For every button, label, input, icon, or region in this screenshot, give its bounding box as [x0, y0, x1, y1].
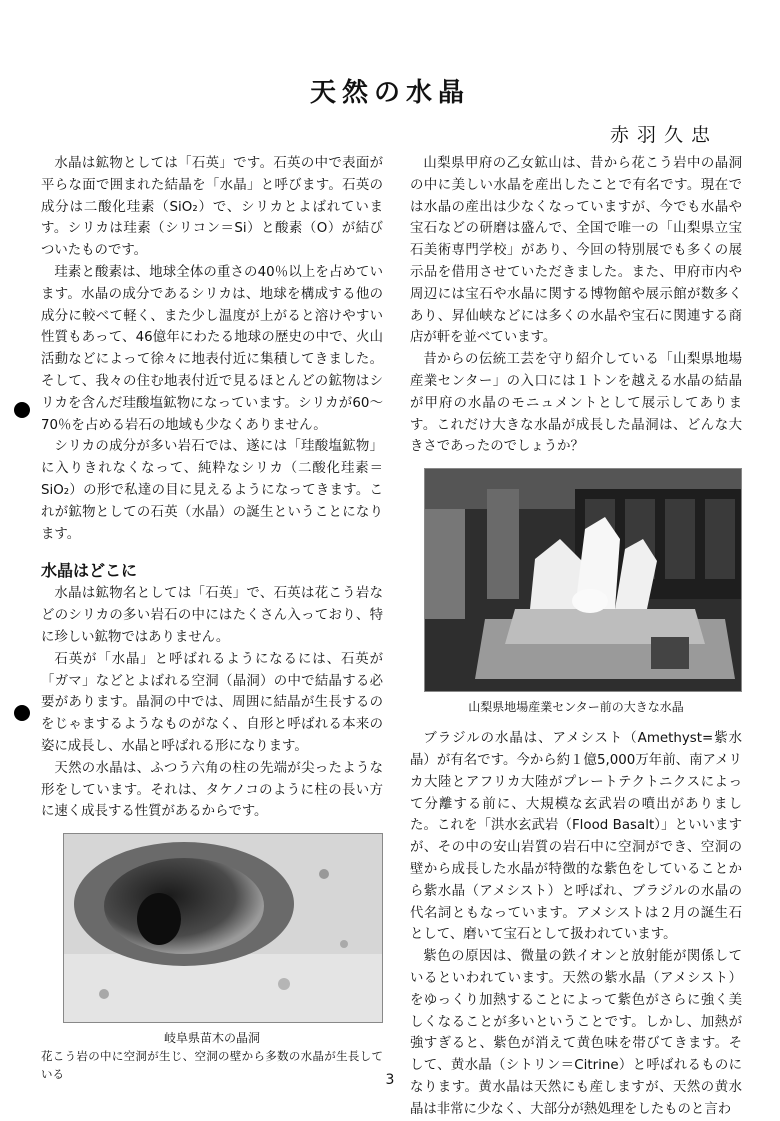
- section-heading: 水晶はどこに: [41, 561, 138, 581]
- geode-photo: [63, 833, 383, 1023]
- paragraph: 珪素と酸素は、地球全体の重さの40％以上を占めています。水晶の成分であるシリカは、地球を構成する他の成分に較べて軽く、また少し温度が上がると溶けやすい性質もあって、46億年にわたる地球の歴史の中で、火山活動などによって徐々に地表付近に集積してきました。そして、我々の住む地表付近で見るほとんどの鉱物はシリカを含んだ珪酸塩鉱物になっています。シリカが60〜70％を占める岩石の地域も少なくありません。: [41, 264, 383, 433]
- paragraph: ブラジルの水晶は、アメシスト（Amethyst=紫水晶）が有名です。今から約１億5,000万年前、南アメリカ大陸とアフリカ大陸がプレートテクトニクスによって分離する前に、大規模な玄武岩の噴出がありました。これを「洪水玄武岩（Flood Basalt）」といいますが、その中の安山岩質の岩石中に空洞ができ、空洞の壁から成長した水晶が特徴的な紫色をしていることから紫水晶（アメシスト）と呼ばれ、ブラジルの水晶の代名詞ともなっています。アメシストは２月の誕生石として、磨いて宝石として扱われています。: [410, 731, 742, 943]
- paragraph: 石英が「水晶」と呼ばれるようになるには、石英が「ガマ」などとよばれる空洞（晶洞）の中で結晶する必要があります。晶洞の中では、周囲に結晶が生長するのをじゃまするようなものがなく、自形と呼ばれる本来の姿に成長し、水晶と呼ばれる形になります。: [41, 651, 383, 754]
- right-column: [410, 153, 742, 1121]
- left-column: [41, 153, 383, 1083]
- paragraph: 天然の水晶は、ふつう六角の柱の先端が尖ったような形をしています。それは、タケノコのように柱の長い方に速く成長する性質があるからです。: [41, 760, 383, 820]
- paragraph: 紫色の原因は、微量の鉄イオンと放射能が関係しているといわれています。天然の紫水晶（アメシスト）をゆっくり加熱することによって紫色がさらに強く美しくなることが多いということです。しかし、加熱が強すぎると、紫色が消えて黄色味を帯びてきます。そして、黄水晶（シトリン＝Citrine）と呼ばれるものになります。黄水晶は天然にも産しますが、天然の黄水晶は非常に少なく、大部分が熱処理をしたものと言わ: [410, 949, 742, 1117]
- crystal-monument-image: [425, 469, 741, 691]
- paragraph: 昔からの伝統工芸を守り紹介している「山梨県地場産業センター」の入口には１トンを越える水晶の結晶が甲府の水晶のモニュメントとして展示してあります。これだけ大きな水晶が成長した晶洞は、どんな大きさであったのでしょうか？: [410, 352, 742, 455]
- author-name: 赤羽久忠: [609, 124, 718, 146]
- paragraph: 水晶は鉱物名としては「石英」で、石英は花こう岩などのシリカの多い岩石の中にはたくさん入っており、特に珍しい鉱物ではありません。: [41, 586, 383, 645]
- photo-caption-body: 花こう岩の中に空洞が生じ、空洞の壁から多数の水晶が生長している: [41, 1049, 383, 1082]
- photo-caption-title: 山梨県地場産業センター前の大きな水晶: [468, 700, 684, 715]
- binding-hole-top: [14, 402, 30, 418]
- paragraph: 水晶は鉱物としては「石英」です。石英の中で表面が平らな面で囲まれた結晶を「水晶」と呼びます。石英の成分は二酸化珪素（SiO₂）で、シリカとよばれています。シリカは珪素（シリコン＝Si）と酸素（O）が結びついたものです。: [41, 156, 383, 259]
- geode-photo-image: [64, 834, 382, 1022]
- crystal-monument-photo: [424, 468, 742, 692]
- paragraph: 山梨県甲府の乙女鉱山は、昔から花こう岩中の晶洞の中に美しい水晶を産出したことで有名です。現在では水晶の産出は少なくなっていますが、今でも水晶や宝石などの研磨は盛んで、全国で唯一の「山梨県立宝石美術専門学校」があり、今回の特別展でも多くの展示品を借用させていただきました。また、甲府市内や周辺には宝石や水晶に関する博物館や展示館が数多くあり、昇仙峡などには多くの水晶や宝石に関連する商店が軒を並べています。: [410, 156, 742, 346]
- paragraph: シリカの成分が多い岩石では、遂には「珪酸塩鉱物」に入りきれなくなって、純粋なシリカ（二酸化珪素＝SiO₂）の形で私達の目に見えるようになってきます。これが鉱物としての石英（水晶）の誕生ということになります。: [41, 439, 383, 542]
- page-number: 3: [385, 1072, 395, 1088]
- binding-hole-bottom: [14, 705, 30, 721]
- photo-caption-title: 岐阜県苗木の晶洞: [163, 1031, 260, 1046]
- article-title: 天然の水晶: [309, 78, 470, 108]
